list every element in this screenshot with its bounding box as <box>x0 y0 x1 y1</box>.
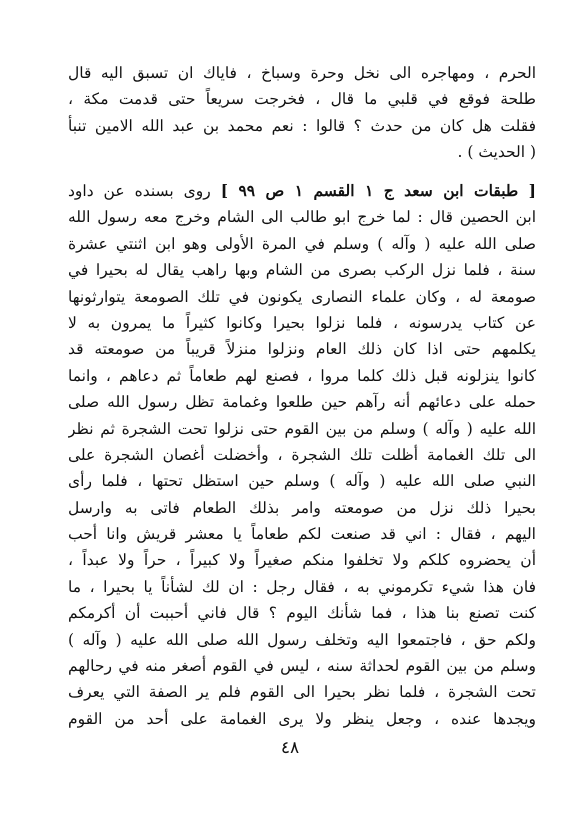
text-line: كنت تصنع بنا هذا ، فما شأنك اليوم ؟ قال فاني أحببت أن أكرمكم <box>68 604 536 623</box>
text-line: بحيرا ذلك نزل من صومعته وامر بذلك الطعام فاتى به وارسل <box>68 498 536 517</box>
text-line: اليهم ، فقال : اني قد صنعت لكم طعاماً يا معشر قريش وانا أحب <box>68 525 536 544</box>
text-line: ولكم حق ، فاجتمعوا اليه وتخلف رسول الله صلى الله عليه ( وآله ) <box>68 630 536 649</box>
text-line: فان هذا شيء تكرموني به ، فقال رجل : ان لك لشأناً يا بحيرا ، ما <box>68 577 536 596</box>
text-line: الحرم ، ومهاجره الى نخل وحرة وسباخ ، فاياك ان تسبق اليه قال <box>68 64 536 82</box>
page-number: ٤٨ <box>280 738 300 758</box>
text-line: فقلت هل كان من حدث ؟ قالوا : نعم محمد بن عبد الله الامين تنبأ <box>68 116 536 135</box>
text-line: طلحة فوقع في قلبي ما قال ، فخرجت سريعاً حتى قدمت مكة ، <box>68 90 536 109</box>
text-line: النبي صلى الله عليه ( وآله ) وسلم حين استظل تحتها ، فلما رأى <box>68 472 536 491</box>
text-line: وسلم من بين القوم لحداثة سنه ، ليس في القوم أصغر منه في رحالهم <box>68 657 536 676</box>
text-line: الى تلك الغمامة أظلت تلك الشجرة ، وأخضلت أغصان الشجرة على <box>68 445 536 464</box>
text-line: صومعة له ، وكان علماء النصارى يكونون في تلك الصومعة يتوارثونها <box>68 287 536 306</box>
text-line: ويجدها عنده ، وجعل ينظر ولا يرى الغمامة على أحد من القوم <box>68 709 536 728</box>
text-line: سنة ، فلما نزل الركب بصرى من الشام وبها راهب يقال له بحيرا في <box>68 261 536 280</box>
text-fragment: روى بسنده عن داود <box>68 182 211 200</box>
text-line: ابن الحصين قال : لما خرج ابو طالب الى الشام وخرج معه رسول الله <box>68 208 536 227</box>
text-line: عن كتاب يدرسونه ، فلما نزلوا بحيرا وكانوا كثيراً ما يمرون به لا <box>68 313 536 332</box>
text-line: تحت الشجرة ، فلما نظر بحيرا الى القوم فلم ير الصفة التي يعرف <box>68 683 536 702</box>
paragraph-1 <box>68 60 536 166</box>
text-line: أن يحضروه كلكم ولا تخلفوا منكم صغيراً ولا كبيراً ، حراً ولا عبداً ، <box>68 551 536 570</box>
text-line: حمله على دعائهم أنه رآهم حين طلعوا وغمامة تظل رسول الله صلى <box>68 393 536 412</box>
text-line-with-source <box>68 178 536 204</box>
source-reference: [ طبقات ابن سعد ج ١ القسم ١ ص ٩٩ ] <box>220 181 536 200</box>
paragraph-2 <box>68 178 536 732</box>
text-line: يكلمهم حتى اذا كان ذلك العام ونزلوا منزلاً قريباً من صومعته قد <box>68 340 536 359</box>
text-line: ( الحديث ) . <box>457 143 536 162</box>
text-line: الله عليه ( وآله ) وسلم من بين القوم حتى نزلوا تحت الشجرة ثم نظر <box>68 419 536 438</box>
text-line: صلى الله عليه ( وآله ) وسلم في المرة الأولى وهو ابن اثنتي عشرة <box>68 234 536 253</box>
text-line: كانوا ينزلونه قبل ذلك كلما مروا ، فصنع لهم طعاماً ثم دعاهم ، وانما <box>68 366 536 385</box>
